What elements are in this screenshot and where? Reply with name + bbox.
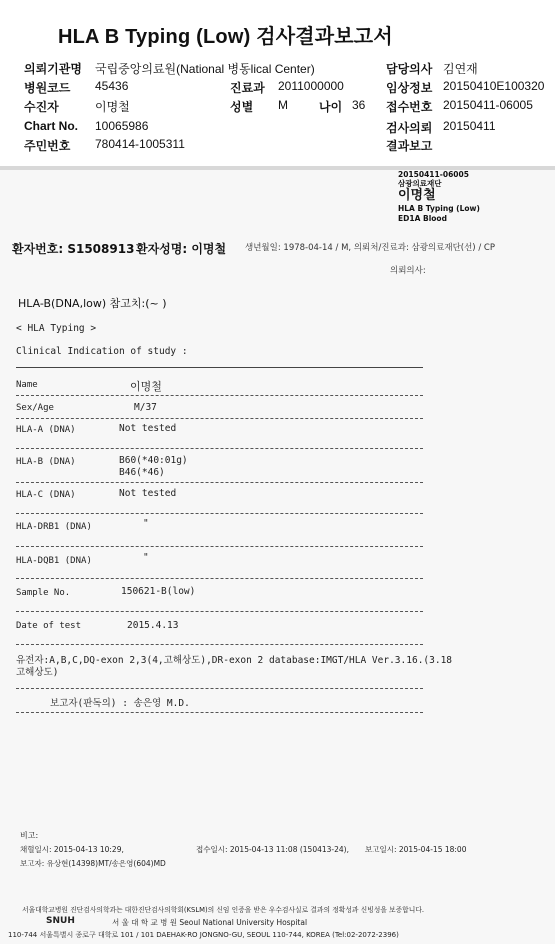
rrn-value: 780414-1005311 — [95, 137, 185, 151]
chart-value: 10065986 — [95, 119, 149, 133]
clinical-label: 임상정보 — [386, 81, 433, 95]
clinical-value: 20150410E100320 — [443, 79, 545, 93]
test-title: HLA-B(DNA,low) 참고치:(~ ) — [18, 297, 167, 310]
row-value: 이명철 — [130, 380, 162, 393]
hospital-code-label: 병원코드 — [24, 81, 71, 95]
row-value: 2015.4.13 — [127, 620, 179, 631]
clinical-indication: Clinical Indication of study : — [16, 346, 188, 357]
hospital-code-value: 45436 — [95, 79, 129, 93]
row-value: " — [143, 552, 149, 563]
receive-date: 접수일시: 2015-04-13 11:08 (150413-24), — [196, 845, 349, 854]
hospital-address: 110-744 서울특별시 종로구 대학로 101 / 101 DAEHAK-RO JONGNO-GU, SEOUL 110-744, KOREA (Tel:02-2072-2396) — [8, 931, 399, 939]
hospital-logo: SNUH — [46, 916, 75, 926]
result-label: 결과보고 — [386, 139, 433, 153]
rule — [16, 546, 423, 547]
certification-text: 서울대학교병원 진단검사의학과는 대한진단검사의학회(KSLM)의 신임 인증을 받은 우수검사실로 결과의 정확성과 신빙성을 보증합니다. — [22, 906, 425, 914]
row-label: HLA-C (DNA) — [16, 490, 76, 500]
sex-label: 성별 — [230, 100, 254, 114]
report-header-panel — [0, 0, 555, 166]
gene-info-line-1: 유전자:A,B,C,DQ-exon 2,3(4,고해상도),DR-exon 2 database:IMGT/HLA Ver.3.16.(3.18 — [16, 655, 453, 666]
rule — [16, 367, 423, 368]
row-value: Not tested — [119, 423, 177, 434]
institution-value: 국립중앙의료원(National 병동lical Center) — [95, 62, 315, 76]
sticker-test: HLA B Typing (Low) — [398, 204, 480, 213]
row-label: Sample No. — [16, 588, 71, 598]
rrn-label: 주민번호 — [24, 139, 71, 153]
hospital-name: 서 울 대 학 교 병 원 Seoul National University Hospital — [112, 918, 308, 927]
sex-value: M — [278, 98, 288, 112]
row-value: M/37 — [134, 402, 157, 413]
collect-date: 채혈일시: 2015-04-13 10:29, — [20, 845, 124, 854]
reporters: 보고자: 유상현(14398)MT/송은영(604)MD — [20, 859, 166, 868]
rule — [16, 448, 423, 449]
rule — [16, 418, 423, 419]
row-label: HLA-DRB1 (DNA) — [16, 522, 92, 532]
specimen-sticker — [398, 170, 480, 224]
section-heading: < HLA Typing > — [16, 323, 97, 334]
row-value: " — [143, 518, 149, 529]
patient-value: 이명철 — [95, 100, 130, 114]
chart-label: Chart No. — [24, 119, 78, 133]
rule — [16, 578, 423, 579]
row-label: Name — [16, 380, 38, 390]
rule — [16, 712, 423, 713]
row-label: HLA-B (DNA) — [16, 457, 76, 467]
row-label: HLA-A (DNA) — [16, 425, 76, 435]
receipt-value: 20150411-06005 — [443, 98, 533, 112]
patient-number: 환자번호: S1508913 — [12, 242, 135, 256]
doctor-label: 담당의사 — [386, 62, 433, 76]
scanned-report — [0, 170, 555, 944]
sticker-lab: 삼광의료재단 — [398, 179, 442, 188]
sticker-specimen: ED1A Blood — [398, 214, 447, 223]
rule — [16, 644, 423, 645]
request-label: 검사의뢰 — [386, 121, 433, 135]
row-value: B60(*40:01g) — [119, 455, 188, 466]
sticker-number: 20150411-06005 — [398, 170, 469, 179]
dept-label: 진료과 — [230, 81, 265, 95]
row-value: Not tested — [119, 488, 177, 499]
report-date: 보고일시: 2015-04-15 18:00 — [365, 845, 467, 854]
patient-meta: 생년월일: 1978-04-14 / M, 의뢰처/진료과: 삼광의료재단(선) / CP — [245, 243, 495, 253]
row-label: Sex/Age — [16, 403, 54, 413]
row-value: 150621-B(low) — [121, 586, 196, 597]
page-title: HLA B Typing (Low) 검사결과보고서 — [58, 26, 393, 48]
age-value: 36 — [352, 98, 366, 112]
rule — [16, 513, 423, 514]
rule — [16, 611, 423, 612]
age-label: 나이 — [319, 100, 343, 114]
row-label: HLA-DQB1 (DNA) — [16, 556, 92, 566]
rule — [16, 482, 423, 483]
dept-value: 2011000000 — [278, 79, 344, 93]
patient-label: 수진자 — [24, 100, 59, 114]
note-label: 비고: — [20, 831, 39, 840]
row-label: Date of test — [16, 621, 82, 631]
gene-info-line-2: 고해상도) — [16, 667, 59, 678]
request-value: 20150411 — [443, 119, 496, 133]
reporter: 보고자(판독의) : 송은영 M.D. — [50, 698, 190, 709]
patient-name: 환자성명: 이명철 — [136, 242, 227, 256]
row-value-secondary: B46(*46) — [119, 467, 165, 478]
sticker-name: 이명철 — [398, 188, 436, 203]
institution-label: 의뢰기관명 — [24, 62, 82, 76]
rule — [16, 688, 423, 689]
doctor-value: 김연재 — [443, 62, 478, 76]
rule — [16, 395, 423, 396]
requesting-doctor: 의뢰의사: — [390, 266, 426, 276]
receipt-label: 접수번호 — [386, 100, 433, 114]
